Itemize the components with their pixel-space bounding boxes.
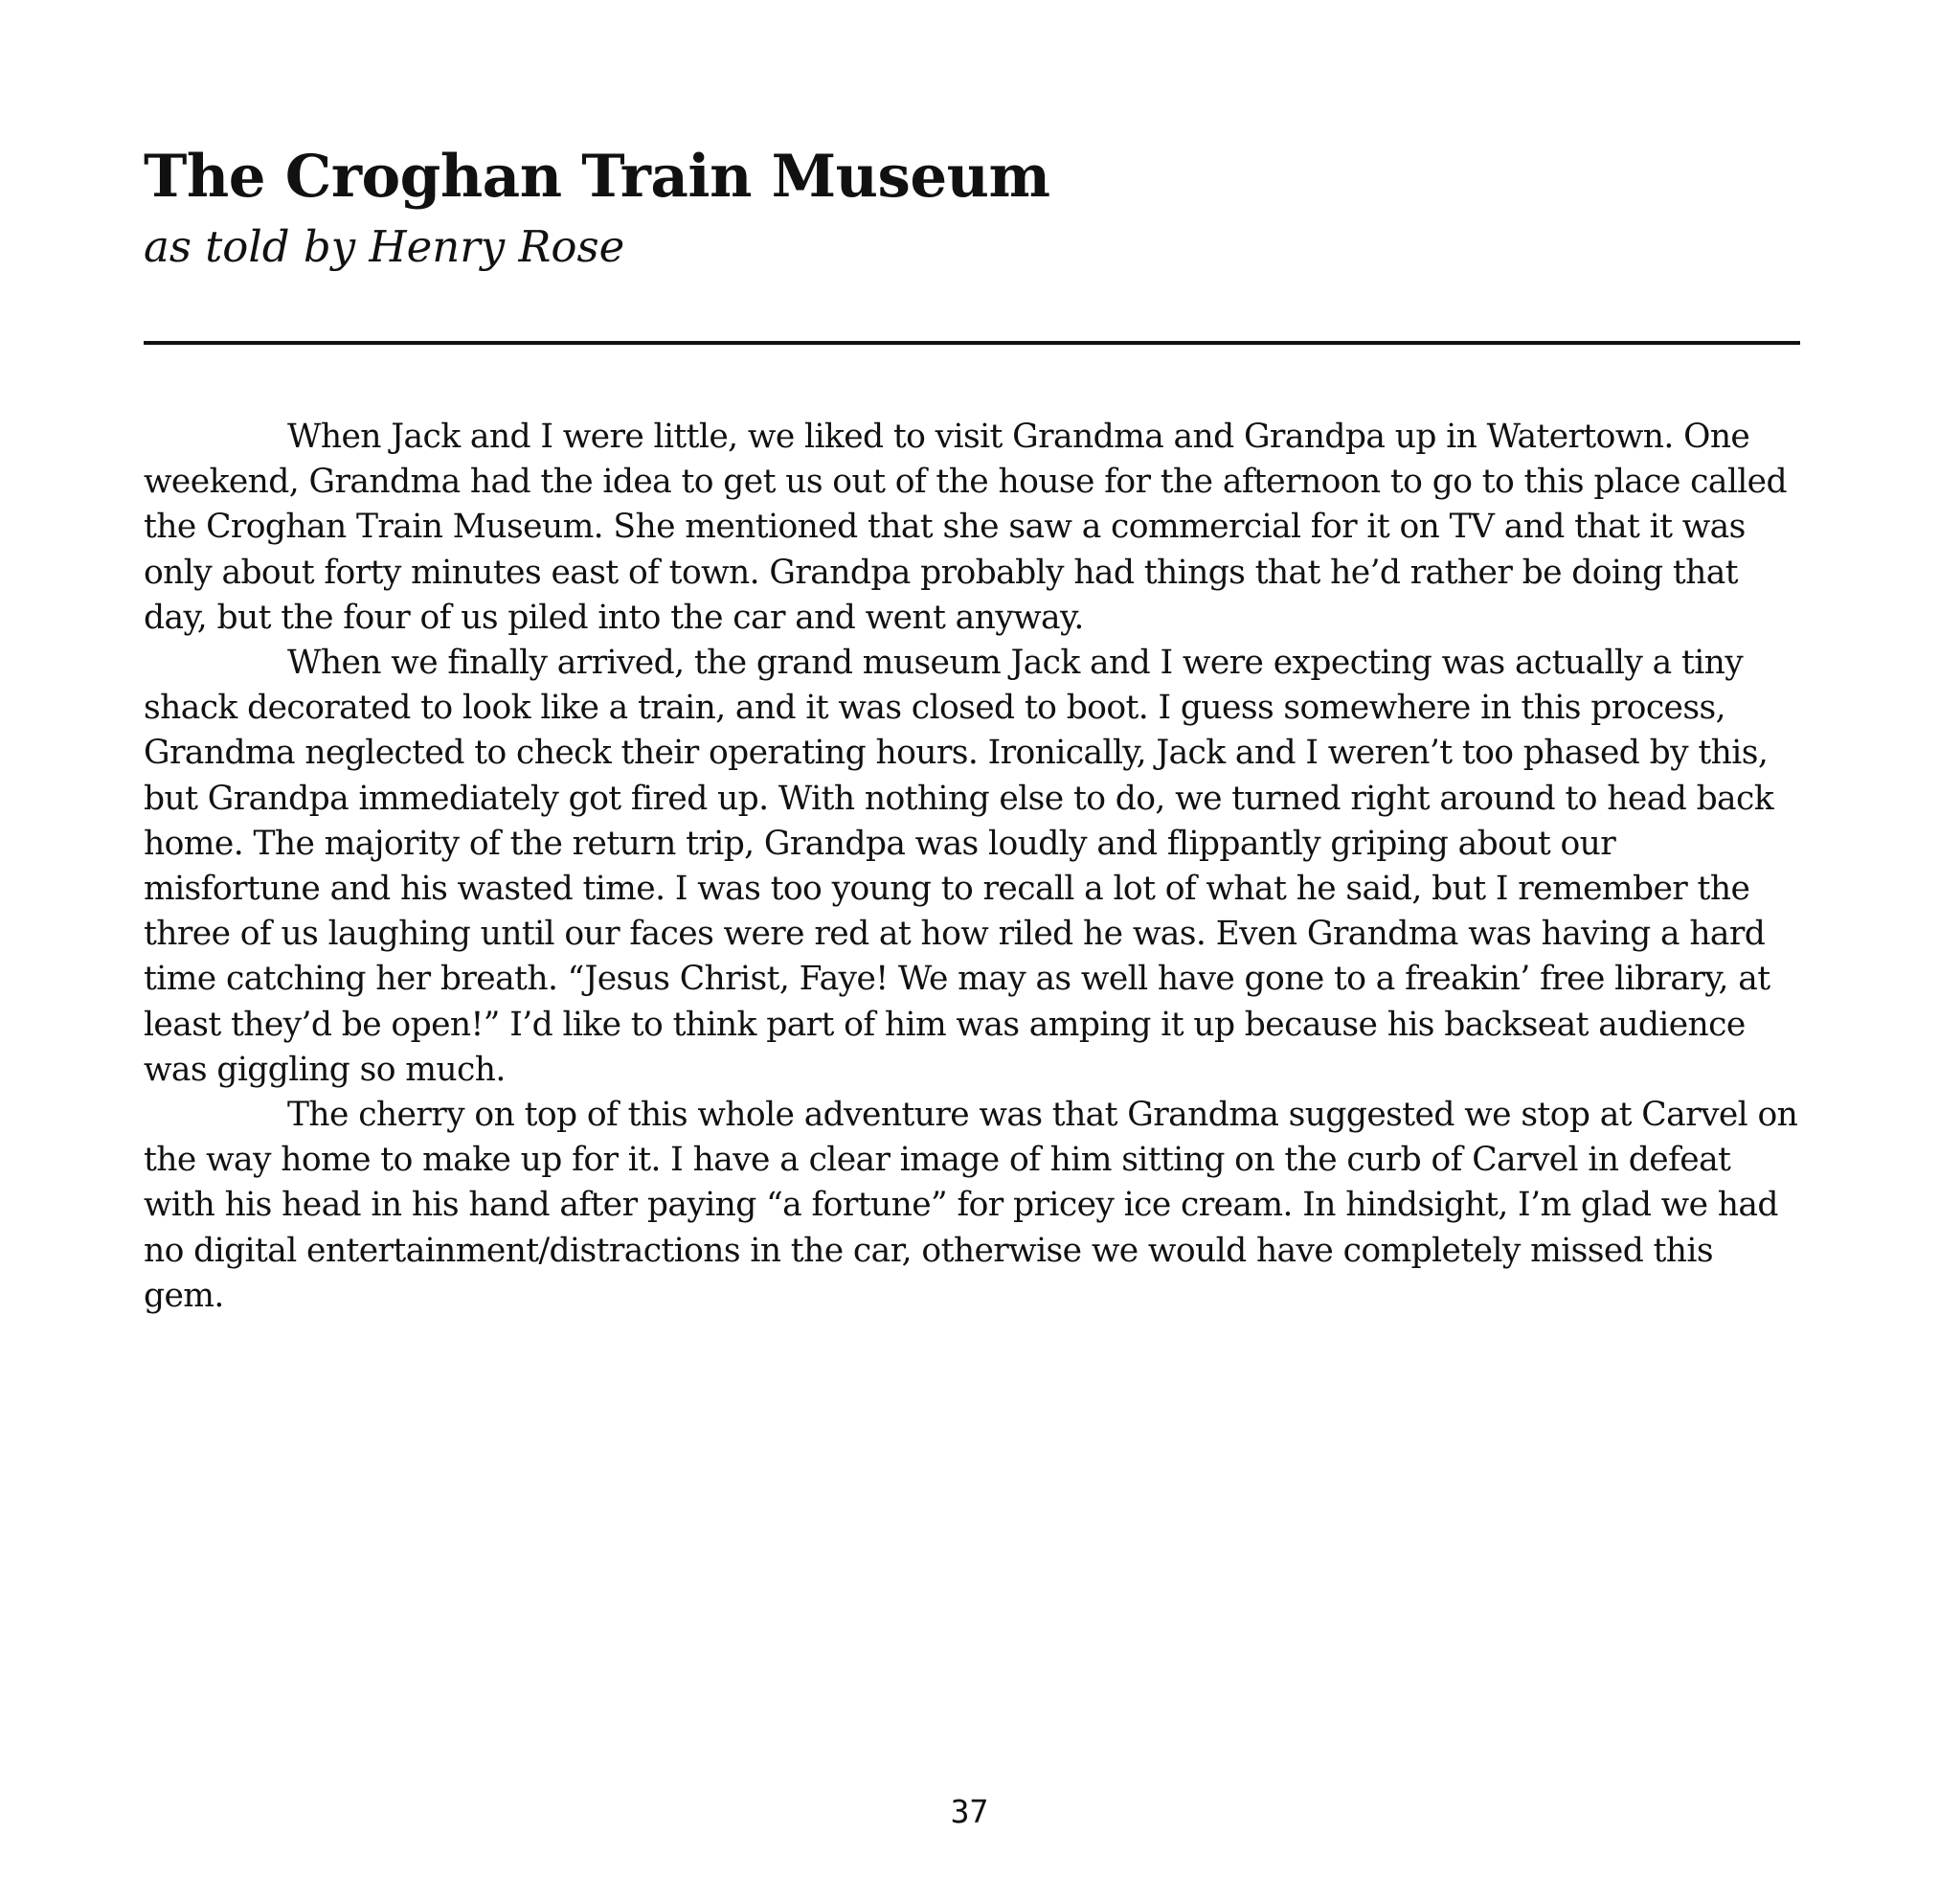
page-number: 37	[950, 1793, 989, 1830]
paragraph-1: When Jack and I were little, we liked to visit Grandma and Grandpa up in Watertown. One weekend, Grandma had the idea to get us out of the house for the afternoon to go to this place called the Croghan Train Museum. She mentioned that she saw a commercial for it on TV and that it was only about forty minutes east of town. Grandpa probably had things that he’d rather be doing that day, but the four of us piled into the car and went anyway.	[144, 418, 1787, 637]
story-title: The Croghan Train Museum	[144, 143, 1050, 211]
story-body	[144, 415, 1800, 1319]
paragraph-3: The cherry on top of this whole adventure was that Grandma suggested we stop at Carvel on the way home to make up for it. I have a clear image of him sitting on the curb of Carvel in defeat with his head in his hand after paying “a fortune” for pricey ice cream. In hindsight, I’m glad we had no digital entertainment/distractions in the car, otherwise we would have completely missed this gem.	[144, 1096, 1798, 1315]
paragraph-2: When we finally arrived, the grand museum Jack and I were expecting was actually a tiny shack decorated to look like a train, and it was closed to boot. I guess somewhere in this process, Grandma neglected to check their operating hours. Ironically, Jack and I weren’t too phased by this, but Grandpa immediately got fired up. With nothing else to do, we turned right around to head back home. The majority of the return trip, Grandpa was loudly and flippantly griping about our misfortune and his wasted time. I was too young to recall a lot of what he said, but I remember the three of us laughing until our faces were red at how riled he was. Even Grandma was having a hard time catching her breath. “Jesus Christ, Faye! We may as well have gone to a freakin’ free library, at least they’d be open!” I’d like to think part of him was amping it up because his backseat audience was giggling so much.	[144, 644, 1774, 1089]
title-divider	[144, 341, 1800, 345]
story-byline: as told by Henry Rose	[144, 221, 625, 272]
